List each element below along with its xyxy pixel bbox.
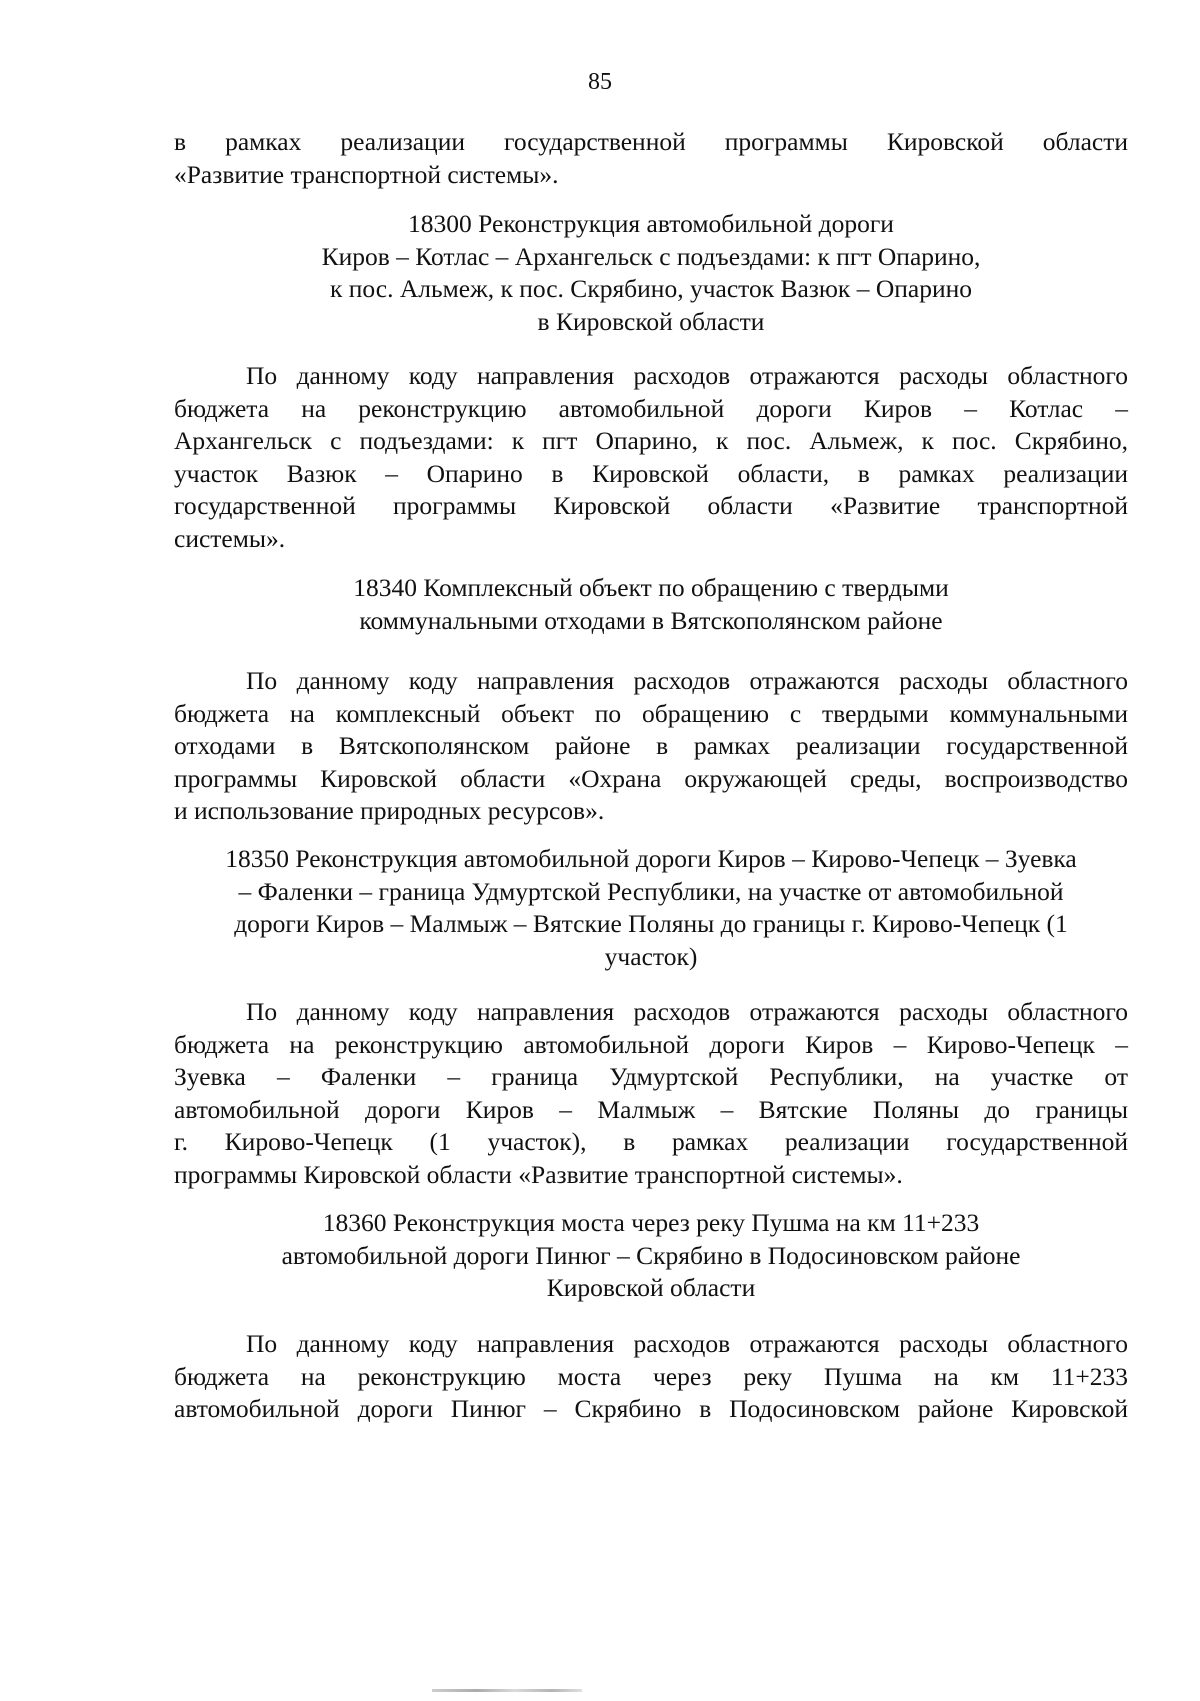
heading-line: – Фаленки – граница Удмуртской Республики, на участке от автомобильной xyxy=(238,876,1064,906)
scan-artifact xyxy=(432,1689,582,1692)
paragraph-line: бюджета на комплексный объект по обращению с твердыми коммунальными xyxy=(174,698,1128,728)
heading-line: 18300 Реконструкция автомобильной дороги xyxy=(408,209,894,238)
section-paragraph-18300 xyxy=(174,360,1128,555)
continuation-paragraph xyxy=(174,126,1128,191)
paragraph-line: По данному коду направления расходов отражаются расходы областного xyxy=(246,997,1128,1026)
heading-line: 18350 Реконструкция автомобильной дороги Киров – Кирово-Чепецк – Зуевка xyxy=(225,844,1077,873)
paragraph-line: и использование природных ресурсов». xyxy=(174,796,605,825)
page-number: 85 xyxy=(588,69,612,95)
section-paragraph-18350 xyxy=(174,996,1128,1191)
paragraph-line: в рамках реализации государственной программы Кировской области xyxy=(174,127,1128,156)
heading-line: коммунальными отходами в Вятскополянском районе xyxy=(359,605,943,635)
paragraph-line: программы Кировской области «Охрана окружающей среды, воспроизводство xyxy=(174,763,1128,793)
paragraph-line: «Развитие транспортной системы». xyxy=(174,159,559,189)
paragraph-line: участок Вазюк – Опарино в Кировской области, в рамках реализации xyxy=(174,458,1128,488)
heading-line: участок) xyxy=(604,941,698,971)
paragraph-line: государственной программы Кировской области «Развитие транспортной xyxy=(174,491,1128,520)
heading-line: дороги Киров – Малмыж – Вятские Поляны до границы г. Кирово-Чепецк (1 xyxy=(234,909,1068,938)
paragraph-line: программы Кировской области «Развитие транспортной системы». xyxy=(174,1159,903,1189)
section-heading-18340 xyxy=(174,572,1128,637)
paragraph-line: бюджета на реконструкцию автомобильной дороги Киров – Кирово-Чепецк – xyxy=(174,1029,1128,1059)
paragraph-line: бюджета на реконструкцию автомобильной дороги Киров – Котлас – xyxy=(174,393,1128,423)
paragraph-line: По данному коду направления расходов отражаются расходы областного xyxy=(246,1329,1128,1358)
paragraph-line: Архангельск с подъездами: к пгт Опарино, к пос. Альмеж, к пос. Скрябино, xyxy=(174,426,1128,455)
paragraph-line: отходами в Вятскополянском районе в рамках реализации государственной xyxy=(174,731,1128,760)
paragraph-line: бюджета на реконструкцию моста через реку Пушма на км 11+233 xyxy=(174,1361,1128,1391)
paragraph-line: автомобильной дороги Киров – Малмыж – Вятские Поляны до границы xyxy=(174,1094,1128,1124)
paragraph-line: г. Кирово-Чепецк (1 участок), в рамках реализации государственной xyxy=(174,1127,1128,1156)
paragraph-line: автомобильной дороги Пинюг – Скрябино в Подосиновском районе Кировской xyxy=(174,1394,1128,1423)
heading-line: к пос. Альмеж, к пос. Скрябино, участок Вазюк – Опарино xyxy=(329,274,972,303)
heading-line: Киров – Котлас – Архангельск с подъездами: к пгт Опарино, xyxy=(321,241,981,271)
section-heading-18350 xyxy=(174,843,1128,973)
paragraph-line: По данному коду направления расходов отражаются расходы областного xyxy=(246,361,1128,390)
paragraph-line: Зуевка – Фаленки – граница Удмуртской Республики, на участке от xyxy=(174,1062,1128,1091)
heading-line: автомобильной дороги Пинюг – Скрябино в Подосиновском районе xyxy=(281,1240,1021,1270)
section-heading-18300 xyxy=(174,208,1128,338)
paragraph-line: системы». xyxy=(174,523,286,553)
heading-line: 18360 Реконструкция моста через реку Пушма на км 11+233 xyxy=(322,1208,980,1237)
section-heading-18360 xyxy=(174,1207,1128,1305)
paragraph-line: По данному коду направления расходов отражаются расходы областного xyxy=(246,666,1128,695)
heading-line: в Кировской области xyxy=(537,306,765,336)
section-paragraph-18340 xyxy=(174,665,1128,828)
heading-line: 18340 Комплексный объект по обращению с твердыми xyxy=(353,573,949,602)
heading-line: Кировской области xyxy=(546,1273,756,1302)
section-paragraph-18360 xyxy=(174,1328,1128,1426)
